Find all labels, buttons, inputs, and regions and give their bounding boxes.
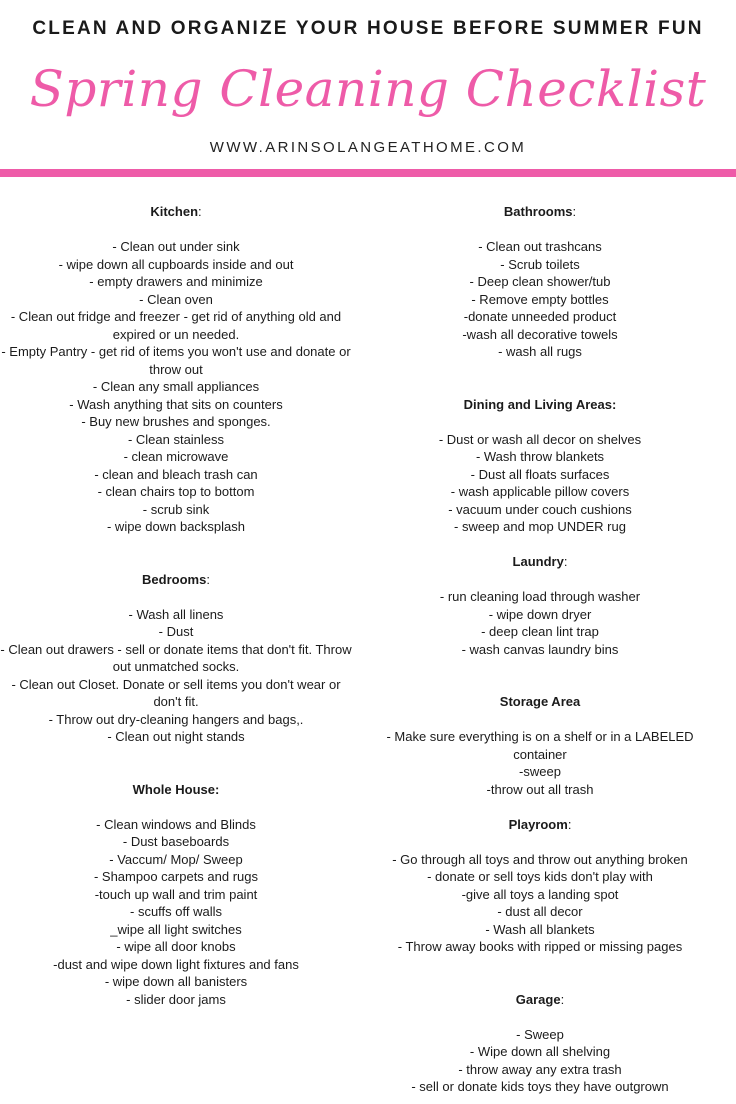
list-item: - dust all decor [497, 904, 583, 919]
list-item: - Dust baseboards [122, 834, 230, 849]
list-item: - Clean out Closet. Donate or sell items you don't wear or don't fit. [11, 676, 341, 709]
list-item: - Shampoo carpets and rugs [93, 869, 259, 884]
garage-list [360, 1026, 720, 1096]
right-column [360, 203, 720, 1096]
section-title-kitchen: Kitchen: [150, 204, 202, 219]
left-column [0, 203, 352, 1008]
list-item: - wash canvas laundry bins [461, 641, 619, 657]
list-item: - clean microwave [123, 449, 229, 464]
list-item: - wash all rugs [498, 344, 582, 359]
list-item: -donate unneeded product [463, 309, 617, 324]
list-item: - Clean stainless [127, 431, 225, 447]
list-item: - Clean oven [139, 291, 213, 307]
section-title-bathrooms: Bathrooms: [503, 204, 577, 219]
list-item: - Make sure everything is on a shelf or in a LABELED container [386, 729, 694, 762]
list-item: - Scrub toilets [500, 256, 580, 272]
section-title-whole-house: Whole House: [132, 781, 220, 797]
list-item: - wipe down dryer [488, 606, 592, 622]
list-item: - Dust or wash all decor on shelves [438, 431, 642, 447]
page-subtitle: CLEAN AND ORGANIZE YOUR HOUSE BEFORE SUMMER FUN [32, 18, 704, 39]
section-title-dining-living: Dining and Living Areas: [463, 396, 617, 412]
list-item: - donate or sell toys kids don't play with [427, 869, 653, 884]
list-item: - deep clean lint trap [481, 624, 599, 639]
list-item: - Clean out trashcans [478, 239, 602, 254]
list-item: -throw out all trash [486, 781, 594, 797]
bathrooms-list [360, 238, 720, 361]
kitchen-list [0, 238, 352, 536]
list-item: - wipe down all banisters [104, 974, 248, 989]
list-item: - wash applicable pillow covers [450, 484, 630, 499]
section-title-storage: Storage Area [499, 694, 581, 709]
list-item: - vacuum under couch cushions [448, 501, 632, 517]
list-item: - wipe all door knobs [116, 939, 236, 954]
bedrooms-list [0, 606, 352, 746]
whole-house-list [0, 816, 352, 1009]
list-item: - Remove empty bottles [471, 291, 609, 307]
list-item: - throw away any extra trash [458, 1061, 622, 1077]
list-item: - empty drawers and minimize [89, 274, 263, 289]
section-title-garage: Garage: [515, 991, 565, 1007]
list-item: -dust and wipe down light fixtures and fans [53, 956, 299, 972]
list-item: -touch up wall and trim paint [94, 886, 258, 902]
section-title-bedrooms: Bedrooms: [142, 571, 210, 587]
list-item: - Clean any small appliances [92, 379, 260, 394]
section-title-playroom: Playroom: [508, 816, 572, 832]
list-item: - Clean out under sink [112, 239, 240, 254]
list-item: - run cleaning load through washer [439, 589, 641, 604]
list-item: - Clean windows and Blinds [96, 816, 256, 832]
storage-list [360, 728, 720, 798]
list-item: - Wash throw blankets [475, 449, 605, 464]
list-item: - Wash anything that sits on counters [69, 396, 283, 412]
list-item: -wash all decorative towels [462, 326, 618, 342]
list-item: - scrub sink [142, 501, 210, 517]
list-item: - Empty Pantry - get rid of items you won't use and donate or throw out [1, 344, 351, 377]
dining-living-list [360, 431, 720, 536]
laundry-list [360, 588, 720, 658]
list-item: - Clean out drawers - sell or donate items that don't fit. Throw out unmatched socks. [0, 641, 352, 674]
list-item: - Dust all floats surfaces [470, 466, 610, 482]
list-item: - clean and bleach trash can [94, 466, 258, 482]
playroom-list [360, 851, 720, 956]
list-item: - Deep clean shower/tub [469, 274, 611, 289]
list-item: -sweep [519, 764, 561, 779]
list-item: - Buy new brushes and sponges. [81, 414, 271, 429]
list-item: - clean chairs top to bottom [97, 484, 255, 499]
list-item: - Throw out dry-cleaning hangers and bags,. [48, 711, 304, 727]
list-item: - Go through all toys and throw out anything broken [392, 851, 688, 867]
list-item: - Clean out night stands [107, 729, 245, 744]
list-item: - wipe down all cupboards inside and out [58, 256, 294, 272]
section-title-laundry: Laundry: [512, 554, 568, 569]
list-item: - slider door jams [126, 991, 226, 1007]
list-item: - Sweep [516, 1026, 564, 1042]
list-item: - Dust [158, 624, 194, 639]
list-item: - Wipe down all shelving [469, 1044, 611, 1059]
list-item: _wipe all light switches [110, 921, 242, 937]
list-item: - scuffs off walls [130, 904, 222, 919]
list-item: - sell or donate kids toys they have outgrown [411, 1079, 669, 1094]
list-item: - Vaccum/ Mop/ Sweep [109, 851, 243, 867]
list-item: - sweep and mop UNDER rug [454, 519, 626, 534]
list-item: - wipe down backsplash [106, 519, 246, 534]
page-title: Spring Cleaning Checklist [29, 60, 707, 118]
list-item: - Wash all blankets [485, 921, 595, 937]
website-url[interactable]: WWW.ARINSOLANGEATHOME.COM [209, 139, 527, 156]
header-divider [0, 169, 736, 177]
list-item: - Clean out fridge and freezer - get rid of anything old and expired or un needed. [10, 309, 342, 342]
list-item: -give all toys a landing spot [461, 886, 619, 902]
list-item: - Wash all linens [128, 606, 224, 622]
list-item: - Throw away books with ripped or missing pages [397, 939, 683, 954]
